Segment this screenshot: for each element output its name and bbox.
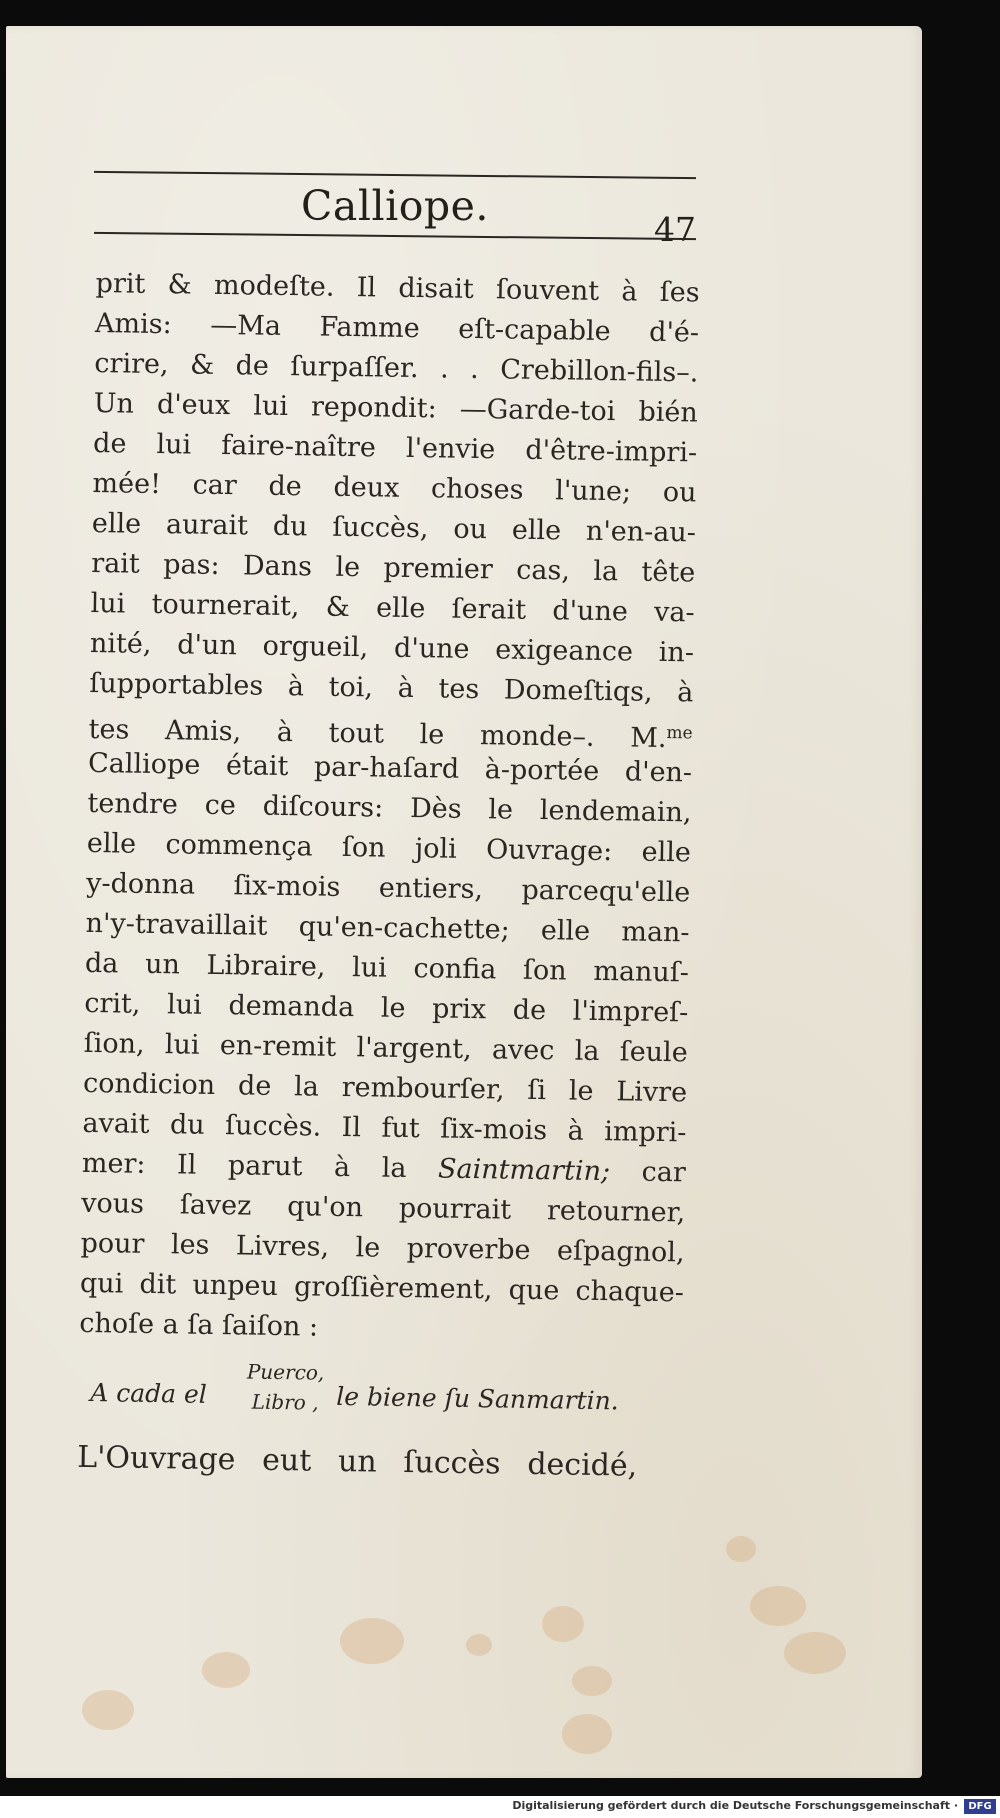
foxing-stain [542, 1606, 584, 1642]
text-line: rait pas: Dans le premier cas, la tête [91, 547, 696, 589]
text-line: ſion, lui en-remit l'argent, avec la ſeule [83, 1027, 688, 1069]
text-line: Un d'eux lui repondit: —Garde-toi bién [93, 387, 698, 429]
text-line: n'y-travaillait qu'en-cachette; elle man- [85, 907, 690, 949]
text-line: de lui faire-naître l'envie d'être-impri- [92, 427, 698, 469]
text-line: ſupportables à toi, à tes Domeſtiqs, à [89, 667, 694, 709]
running-title: Calliope. [301, 182, 489, 230]
text-line: elle aurait du ſuccès, ou elle n'en-au- [91, 507, 697, 549]
dfg-logo: DFG [964, 1799, 996, 1814]
text-line: y-donna ſix-mois entiers, parcequ'elle [86, 867, 691, 909]
foxing-stain [82, 1690, 134, 1730]
title-superscript: me [666, 723, 693, 744]
text-line: vous ſavez qu'on pourrait retourner, [80, 1187, 686, 1229]
text-line: nité, d'un orgueil, d'une exigeance in- [89, 627, 695, 669]
text-segment: car [641, 1156, 687, 1189]
verse-left: A cada el [90, 1378, 208, 1409]
text-line: prit & modeſte. Il disait ſouvent à ſes [95, 267, 700, 309]
verse-stack-bottom: Libro , [251, 1389, 319, 1415]
italic-place-name: Saintmartin; [437, 1153, 611, 1188]
foxing-stain [466, 1634, 492, 1656]
text-line: condicion de la rembourſer, ſi le Livre [82, 1067, 688, 1109]
text-line: lui tournerait, & elle ſerait d'une va- [90, 587, 695, 629]
text-line: crire, & de ſurpaſſer. . . Crebillon-fils–. [94, 347, 699, 389]
foxing-stain [750, 1586, 806, 1626]
digitization-footer [0, 1796, 1000, 1818]
foxing-stain [340, 1618, 404, 1664]
final-text-line: L'Ouvrage eut un ſuccès decidé, [76, 1439, 638, 1484]
header-rule-bottom [94, 232, 696, 240]
text-line: Amis: —Ma Famme eſt-capable d'é- [94, 307, 700, 349]
text-segment: mer: Il parut à la [81, 1147, 407, 1184]
text-line: avait du ſuccès. Il fut ſix-mois à impri- [82, 1107, 687, 1149]
verse-stack-top: Puerco, [246, 1359, 325, 1385]
verse-right: le biene ſu Sanmartin. [336, 1381, 619, 1416]
text-segment: tes Amis, à tout le monde–. M. [88, 713, 667, 755]
proverb-verse [78, 1354, 683, 1439]
body-text [77, 264, 700, 1491]
foxing-stain [784, 1632, 846, 1674]
foxing-stain [572, 1666, 612, 1696]
funding-credit: Digitalisierung gefördert durch die Deutsche Forschungsgemeinschaft · [512, 1799, 958, 1812]
verse-stacked-words [240, 1356, 331, 1417]
text-line: mée! car de deux choses l'une; ou [92, 467, 697, 509]
text-line: crit, lui demanda le prix de l'impreſ- [84, 987, 689, 1029]
book-page [6, 26, 922, 1778]
page-number: 47 [654, 210, 696, 249]
header-rule-top [94, 171, 696, 179]
foxing-stain [202, 1652, 250, 1688]
text-line: qui dit unpeu groſſièrement, que chaque- [79, 1267, 685, 1309]
text-line: pour les Livres, le proverbe eſpagnol, [80, 1227, 685, 1269]
page-header [94, 146, 696, 256]
text-line: da un Libraire, lui confia ſon manuſ- [84, 947, 690, 989]
text-line: choſe a ſa ſaiſon : [79, 1307, 319, 1343]
foxing-stain [562, 1714, 612, 1754]
text-line: elle commença ſon joli Ouvrage: elle [86, 827, 692, 869]
foxing-stain [726, 1536, 756, 1562]
text-line: Calliope était par-haſard à-portée d'en- [87, 747, 693, 789]
text-line: tendre ce diſcours: Dès le lendemain, [87, 787, 692, 829]
